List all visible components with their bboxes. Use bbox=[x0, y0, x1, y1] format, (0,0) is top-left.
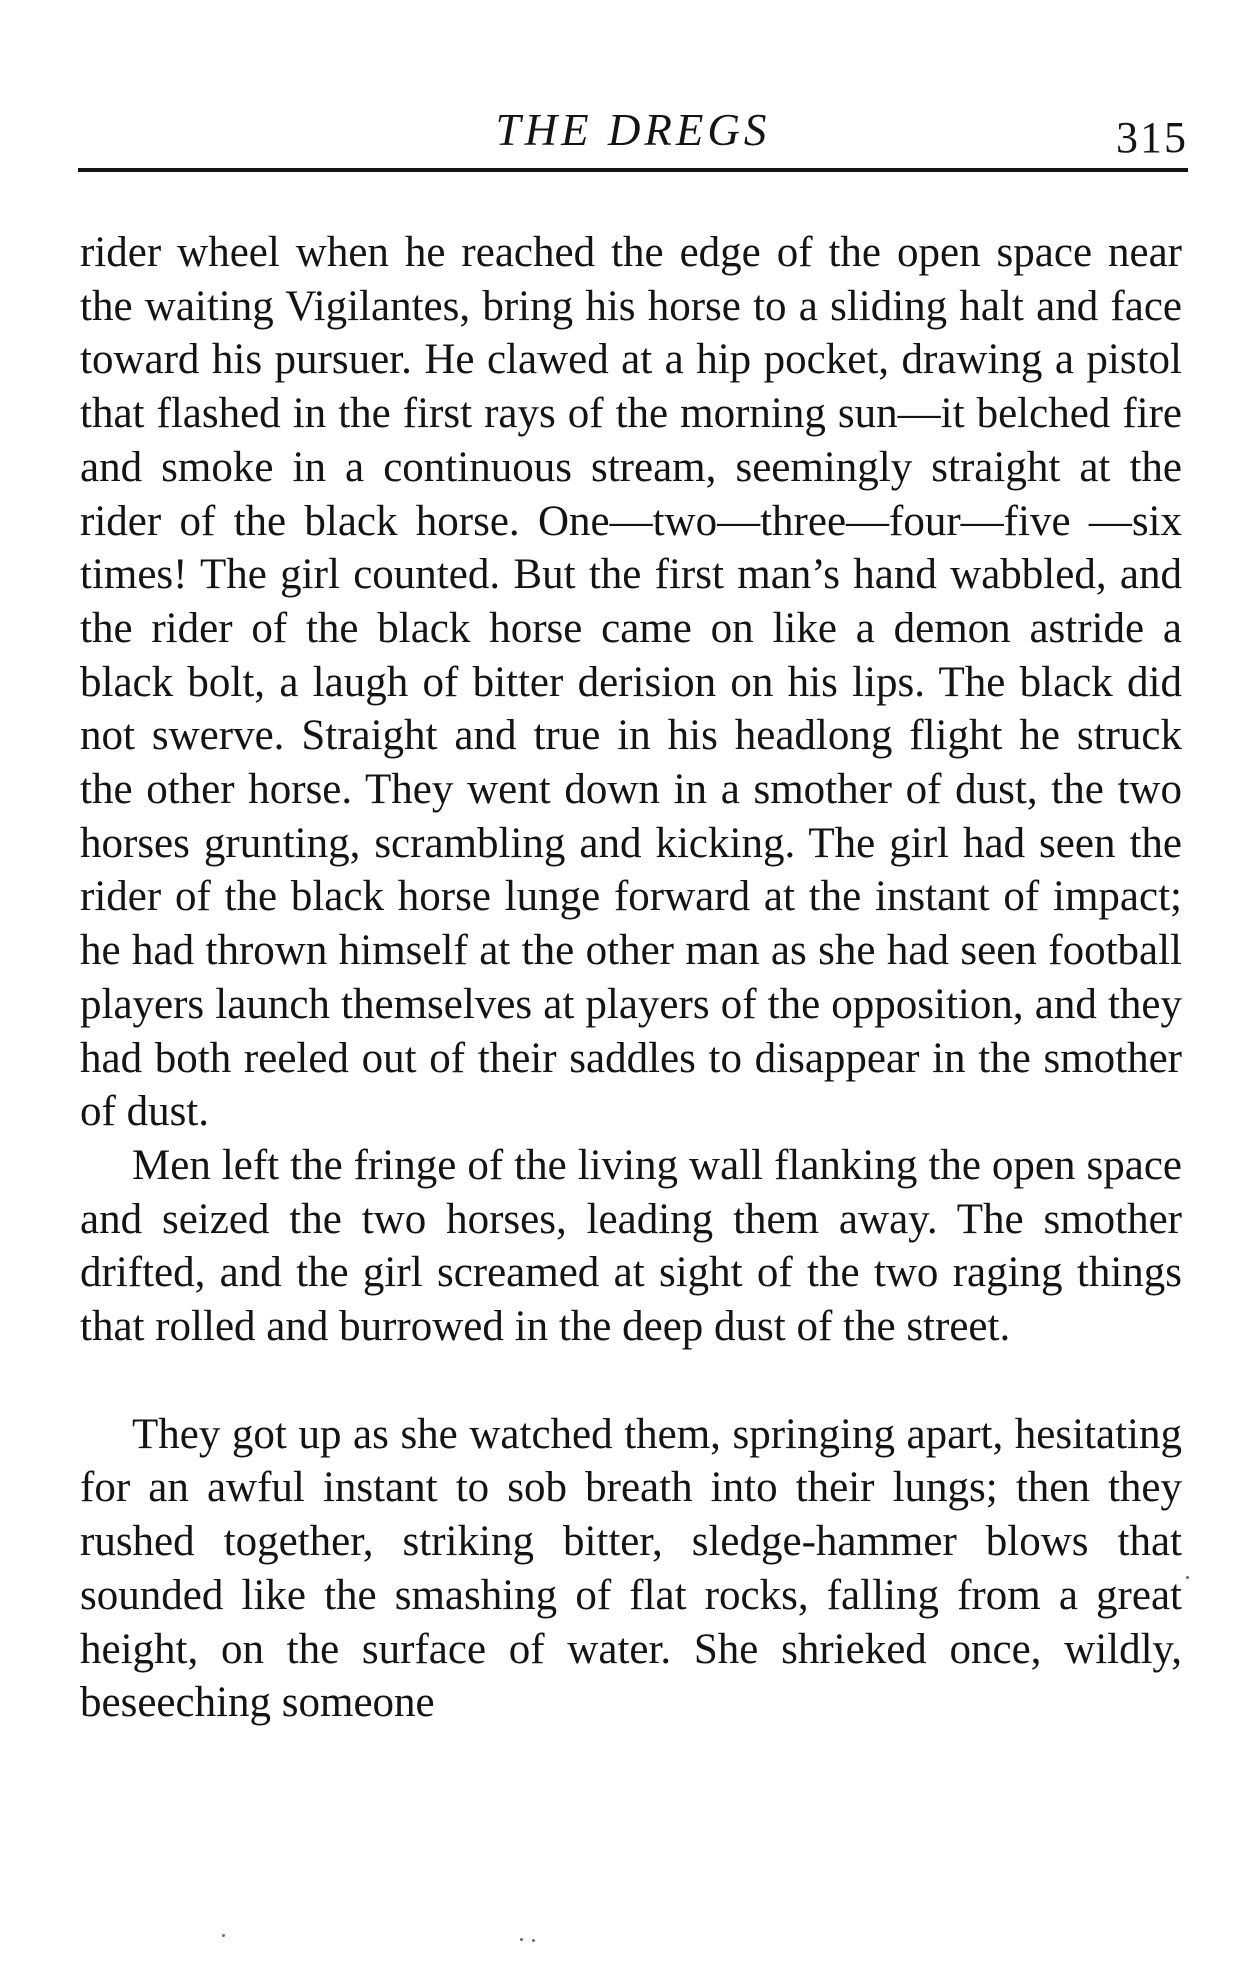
header-rule bbox=[78, 168, 1188, 172]
paragraph-1: rider wheel when he reached the edge of the open space near the waiting Vigilantes, bring his horse to a sliding halt and face toward his pursuer. He clawed at a hip pocket, drawing a pistol that flashed in the first rays of the morning sun—it belched fire and smoke in a continuous stream, seemingly straight at the rider of the black horse. One—two—three—four—five —six times! The girl counted. But the first man’s hand wabbled, and the rider of the black horse came on like a demon astride a black bolt, a laugh of bitter derision on his lips. The black did not swerve. Straight and true in his headlong flight he struck the other horse. They went down in a smother of dust, the two horses grunting, scrambling and kicking. The girl had seen the rider of the black horse lunge forward at the instant of impact; he had thrown himself at the other man as she had seen football players launch themselves at players of the opposition, and they had both reeled out of their saddles to disappear in the smother of dust. bbox=[80, 229, 1182, 1136]
scan-speck bbox=[532, 1939, 535, 1942]
scan-speck bbox=[520, 1938, 523, 1941]
paragraph-2: Men left the fringe of the living wall flanking the open space and seized the two horses, leading them away. The smother drifted, and the girl screamed at sight of the two raging things that rolled and burrowed in the deep dust of the street. bbox=[80, 1141, 1182, 1351]
running-head bbox=[78, 102, 1188, 172]
running-title: THE DREGS bbox=[495, 105, 771, 155]
scan-speck bbox=[222, 1934, 225, 1937]
body-text bbox=[80, 226, 1182, 1730]
page-number: 315 bbox=[1116, 113, 1188, 162]
paragraph-3: They got up as she watched them, springing apart, hesitating for an awful instant to sob breath into their lungs; then they rushed together, striking bitter, sledge-hammer blows that sounded like the smashing of flat rocks, falling from a great height, on the surface of water. She shrieked once, wildly, beseeching someone bbox=[80, 1410, 1182, 1727]
scan-speck bbox=[1186, 1576, 1189, 1579]
